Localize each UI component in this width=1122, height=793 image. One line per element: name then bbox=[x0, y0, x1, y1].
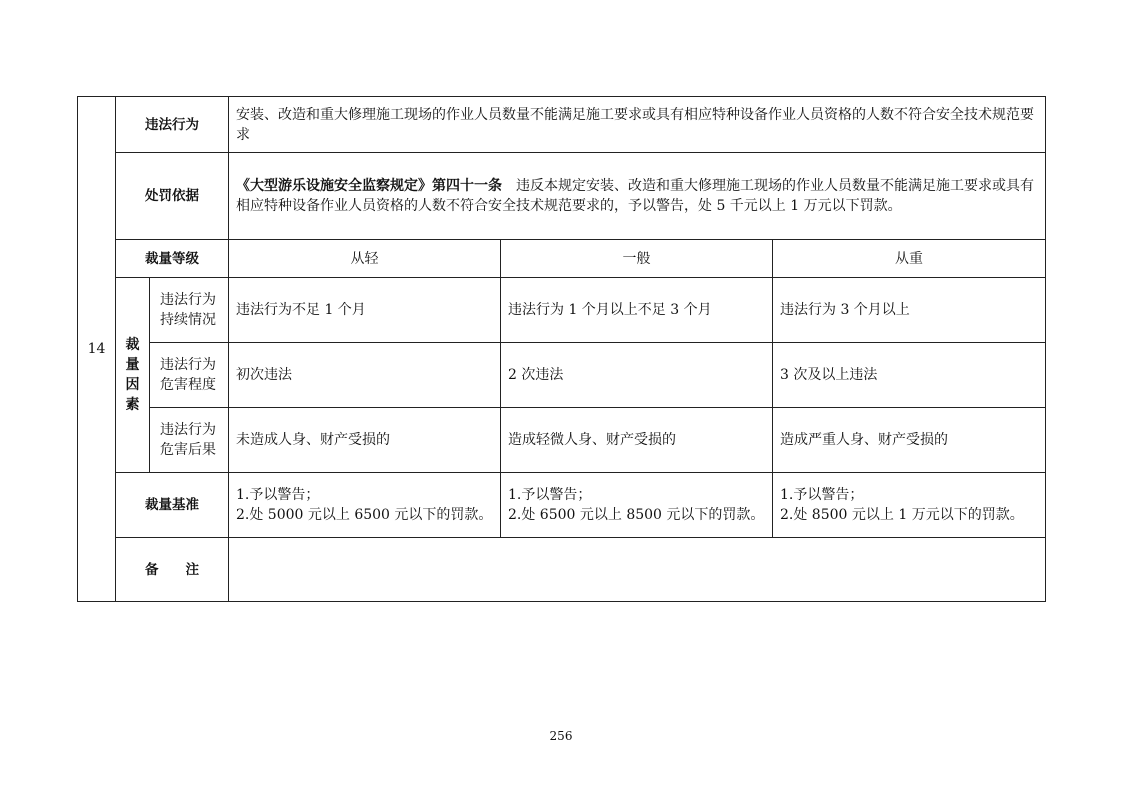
factor-name: 违法行为危害程度 bbox=[150, 343, 229, 408]
standard-heavy: 1.予以警告； 2.处 8500 元以上 1 万元以下的罚款。 bbox=[773, 473, 1046, 538]
levels-label: 裁量等级 bbox=[116, 240, 229, 278]
standard-label: 裁量基准 bbox=[116, 473, 229, 538]
factor-value: 初次违法 bbox=[229, 343, 501, 408]
law-title: 《大型游乐设施安全监察规定》第四十一条 bbox=[236, 178, 502, 194]
factor-row bbox=[78, 408, 1046, 473]
basis-cell bbox=[229, 153, 1046, 240]
page-number: 256 bbox=[549, 729, 573, 743]
remarks-row bbox=[78, 538, 1046, 602]
remarks-label: 备 注 bbox=[116, 538, 229, 602]
row-number: 14 bbox=[78, 97, 116, 602]
remarks-text bbox=[229, 538, 1046, 602]
level-light: 从轻 bbox=[229, 240, 501, 278]
factor-value: 违法行为 1 个月以上不足 3 个月 bbox=[501, 278, 773, 343]
factor-row bbox=[78, 278, 1046, 343]
level-heavy: 从重 bbox=[773, 240, 1046, 278]
factor-name: 违法行为持续情况 bbox=[150, 278, 229, 343]
factor-row bbox=[78, 343, 1046, 408]
violation-label: 违法行为 bbox=[116, 97, 229, 153]
violation-text: 安装、改造和重大修理施工现场的作业人员数量不能满足施工要求或具有相应特种设备作业人员资格的人数不符合安全技术规范要求 bbox=[229, 97, 1046, 153]
basis-label: 处罚依据 bbox=[116, 153, 229, 240]
factor-value: 违法行为不足 1 个月 bbox=[229, 278, 501, 343]
factor-name: 违法行为危害后果 bbox=[150, 408, 229, 473]
factors-label: 裁 量 因 素 bbox=[116, 278, 150, 473]
factor-value: 2 次违法 bbox=[501, 343, 773, 408]
basis-text: 违反本规定安装、改造和重大修理施工现场的作业人员数量不能满足施工要求或具有相应特种设备作业人员资格的人数不符合安全技术规范要求的，予以警告，处 5 千元以上 1 万元以下罚款。 bbox=[236, 178, 1034, 214]
level-general: 一般 bbox=[501, 240, 773, 278]
factor-value: 造成轻微人身、财产受损的 bbox=[501, 408, 773, 473]
basis-row bbox=[78, 153, 1046, 240]
factor-value: 违法行为 3 个月以上 bbox=[773, 278, 1046, 343]
standard-light: 1.予以警告； 2.处 5000 元以上 6500 元以下的罚款。 bbox=[229, 473, 501, 538]
discretion-table bbox=[77, 96, 1046, 602]
standard-general: 1.予以警告； 2.处 6500 元以上 8500 元以下的罚款。 bbox=[501, 473, 773, 538]
violation-row bbox=[78, 97, 1046, 153]
levels-row bbox=[78, 240, 1046, 278]
standard-row bbox=[78, 473, 1046, 538]
factor-value: 造成严重人身、财产受损的 bbox=[773, 408, 1046, 473]
factor-value: 未造成人身、财产受损的 bbox=[229, 408, 501, 473]
factor-value: 3 次及以上违法 bbox=[773, 343, 1046, 408]
